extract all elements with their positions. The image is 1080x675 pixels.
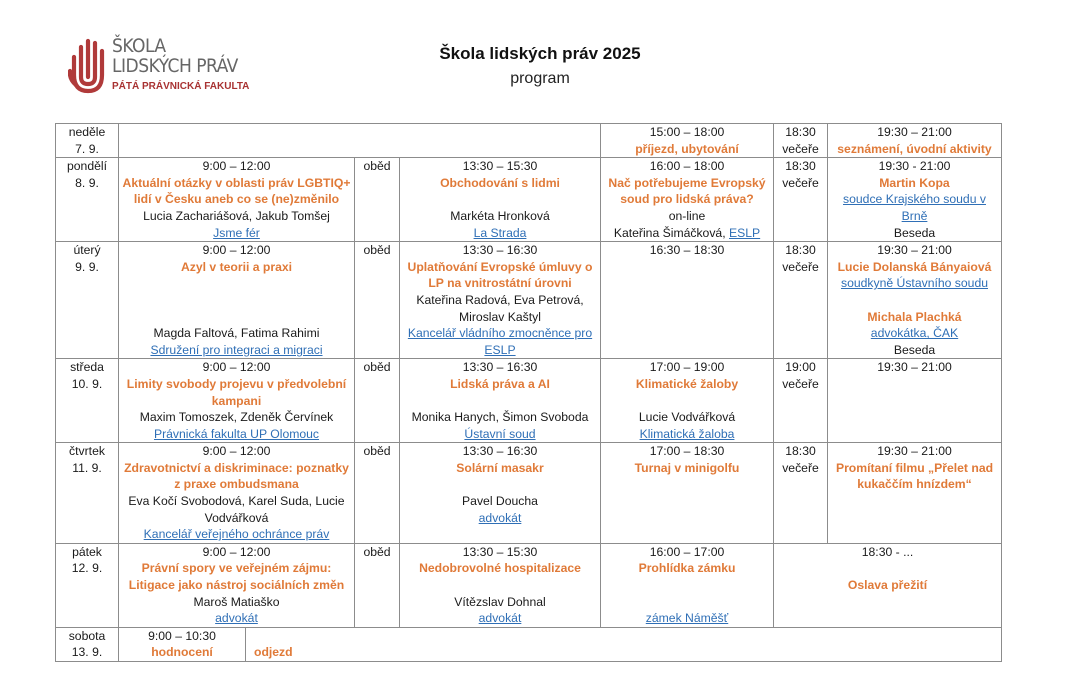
- session-title: Oslava přežití: [847, 578, 928, 593]
- time: 13:30 – 16:30: [462, 360, 538, 375]
- afternoon-cell: [601, 158, 774, 242]
- org-link[interactable]: advokát: [215, 611, 258, 626]
- session-title: Aktuální otázky v oblasti práv LGBTIQ+ lidí v Česku aneb co se (ne)změnilo: [122, 175, 351, 207]
- time: 18:30 - ...: [861, 544, 914, 559]
- afternoon-cell: [601, 124, 774, 158]
- session-note: Beseda: [893, 342, 936, 357]
- early-afternoon-cell: [400, 443, 601, 544]
- time: 9:00 – 10:30: [148, 628, 216, 643]
- day-cell: [56, 359, 119, 443]
- logo-line-1: ŠKOLA: [112, 35, 166, 57]
- evening-cell: [774, 543, 1002, 627]
- logo-line-2: LIDSKÝCH PRÁV: [112, 55, 238, 77]
- time: 16:00 – 18:00: [649, 159, 725, 174]
- session-title: Limity svobody projevu v předvolební kampani: [126, 376, 347, 408]
- session-title: seznámení, úvodní aktivity: [837, 141, 992, 156]
- afternoon-cell: [601, 359, 774, 443]
- time: 13:30 – 16:30: [462, 444, 538, 459]
- day-cell: [56, 627, 119, 661]
- table-row: [56, 242, 1002, 359]
- evening-cell: [828, 443, 1002, 544]
- dinner-label: večeře: [782, 175, 819, 190]
- dinner-cell: [774, 242, 828, 359]
- time: 9:00 – 12:00: [202, 444, 271, 459]
- time: 19:30 – 21:00: [877, 444, 952, 459]
- time: 15:00 – 18:00: [649, 125, 725, 139]
- org-link[interactable]: advokát: [478, 611, 522, 626]
- time: 13:30 – 15:30: [462, 159, 538, 174]
- time: 19:30 – 21:00: [877, 360, 952, 375]
- speaker-role-link[interactable]: soudce Krajského soudu v Brně: [843, 192, 986, 223]
- table-row: [56, 627, 1002, 661]
- morning-cell: [119, 443, 355, 544]
- time: 18:30: [785, 159, 816, 174]
- dinner-label: večeře: [782, 376, 819, 391]
- time: 17:00 – 19:00: [649, 360, 725, 375]
- dinner-cell: [774, 443, 828, 544]
- dinner-cell: [774, 124, 828, 158]
- table-row: [56, 359, 1002, 443]
- time: 18:30: [785, 125, 816, 139]
- time: 9:00 – 12:00: [202, 159, 271, 174]
- session-title: Lidská práva a AI: [450, 376, 550, 391]
- spacer: [402, 577, 598, 594]
- session-title: Turnaj v minigolfu: [634, 460, 740, 475]
- dinner-label: večeře: [782, 259, 819, 274]
- org-link[interactable]: La Strada: [473, 225, 527, 240]
- speakers: Pavel Doucha: [462, 494, 538, 509]
- time: 9:00 – 12:00: [202, 243, 271, 258]
- speaker-name: Michala Plachká: [867, 309, 962, 324]
- morning-cell: [119, 242, 355, 359]
- day-cell: [56, 543, 119, 627]
- session-note: Beseda: [893, 225, 936, 240]
- session-note: on-line: [668, 208, 706, 223]
- day-name: čtvrtek: [69, 444, 105, 459]
- spacer: [776, 560, 999, 577]
- page-subtitle: program: [510, 70, 570, 87]
- org-link[interactable]: Sdružení pro integraci a migraci: [150, 342, 323, 357]
- org-link[interactable]: Právnická fakulta UP Olomouc: [153, 426, 320, 441]
- time: 18:30: [785, 243, 816, 258]
- day-date: 11. 9.: [72, 460, 102, 475]
- day-name: pondělí: [67, 159, 107, 174]
- lunch-cell: oběd: [355, 242, 400, 359]
- time: 17:00 – 18:30: [649, 444, 725, 459]
- logo-line-3: PÁTÁ PRÁVNICKÁ FAKULTA: [112, 81, 250, 92]
- time: 19:30 - 21:00: [878, 159, 951, 174]
- day-date: 10. 9.: [71, 376, 103, 391]
- speakers: Eva Kočí Svobodová, Karel Suda, Lucie Vodvářková: [128, 494, 345, 525]
- time: 19:00: [785, 360, 816, 375]
- day-name: neděle: [68, 125, 106, 139]
- org-link[interactable]: Klimatická žaloba: [639, 426, 735, 441]
- evening-cell: [828, 359, 1002, 443]
- afternoon-cell: [601, 543, 774, 627]
- day-cell: [56, 242, 119, 359]
- time: 9:00 – 12:00: [202, 360, 271, 375]
- session-title: Nedobrovolné hospitalizace: [419, 561, 581, 576]
- early-afternoon-cell: [400, 543, 601, 627]
- spacer: [402, 191, 598, 208]
- afternoon-cell: [601, 443, 774, 544]
- speaker-name: Lucie Dolanská Bányaiová: [837, 259, 992, 274]
- time: 13:30 – 15:30: [462, 544, 538, 559]
- dinner-cell: [774, 359, 828, 443]
- speakers: Kateřina Šimáčková,: [613, 225, 726, 240]
- session-title: hodnocení: [151, 645, 213, 660]
- speakers: Monika Hanych, Šimon Svoboda: [411, 410, 589, 425]
- afternoon-cell: [601, 242, 774, 359]
- morning-cell: [119, 627, 246, 661]
- empty-cell: [119, 124, 601, 158]
- time: 18:30: [785, 444, 816, 459]
- page-title: Škola lidských práv 2025: [439, 44, 641, 63]
- time: 19:30 – 21:00: [877, 125, 952, 139]
- early-afternoon-cell: [400, 359, 601, 443]
- day-name: pátek: [72, 544, 102, 559]
- day-cell: [56, 443, 119, 544]
- program-table: [55, 123, 1002, 662]
- lunch-cell: oběd: [355, 359, 400, 443]
- spacer: [402, 393, 598, 410]
- org-link[interactable]: Ústavní soud: [464, 426, 536, 441]
- time: 13:30 – 16:30: [462, 243, 538, 258]
- day-date: 12. 9.: [71, 561, 103, 576]
- lunch-cell: oběd: [355, 443, 400, 544]
- lunch-cell: oběd: [355, 543, 400, 627]
- speakers: Maxim Tomoszek, Zdeněk Červínek: [139, 410, 334, 425]
- session-title: Obchodování s lidmi: [440, 175, 560, 190]
- early-afternoon-cell: [400, 158, 601, 242]
- departure-label: odjezd: [254, 645, 293, 660]
- lunch-cell: oběd: [355, 158, 400, 242]
- spacer: [603, 393, 771, 410]
- day-cell: [56, 158, 119, 242]
- org-link[interactable]: Kancelář vládního zmocněnce pro ESLP: [407, 326, 593, 357]
- speakers: Markéta Hronková: [450, 208, 550, 223]
- day-date: 13. 9.: [71, 645, 103, 660]
- table-row: [56, 124, 1002, 158]
- time: 16:30 – 18:30: [649, 243, 725, 258]
- session-title: Martin Kopa: [879, 175, 950, 190]
- early-afternoon-cell: [400, 242, 601, 359]
- speaker-role-link[interactable]: advokátka, ČAK: [870, 326, 959, 341]
- departure-cell: [246, 627, 1002, 661]
- day-date: 7. 9.: [75, 141, 99, 156]
- session-title: Klimatické žaloby: [635, 376, 739, 391]
- spacer: [254, 628, 999, 645]
- session-title: Uplatňování Evropské úmluvy o LP na vnitrostátní úrovni: [407, 259, 593, 291]
- venue-link[interactable]: zámek Náměšť: [645, 611, 729, 626]
- org-link[interactable]: Kancelář veřejného ochránce práv: [143, 527, 330, 542]
- day-date: 8. 9.: [75, 175, 99, 190]
- speakers: Lucie Vodvářková: [638, 410, 736, 425]
- speakers: Vítězslav Dohnal: [454, 594, 546, 609]
- spacer: [830, 292, 999, 309]
- dinner-cell: [774, 158, 828, 242]
- day-name: úterý: [73, 243, 101, 258]
- session-title: Zdravotnictví a diskriminace: poznatky z praxe ombudsmana: [124, 460, 349, 492]
- evening-cell: [828, 242, 1002, 359]
- spacer: [402, 476, 598, 493]
- org-link[interactable]: Jsme fér: [213, 225, 260, 240]
- org-link[interactable]: ESLP: [729, 225, 761, 240]
- dinner-label: večeře: [782, 460, 819, 475]
- morning-cell: [119, 543, 355, 627]
- org-link[interactable]: advokát: [478, 510, 522, 525]
- day-cell: [56, 124, 119, 158]
- speakers: Lucia Zachariášová, Jakub Tomšej: [143, 208, 330, 223]
- speakers: Maroš Matiaško: [193, 594, 280, 609]
- time: 9:00 – 12:00: [202, 544, 271, 559]
- time: 19:30 – 21:00: [877, 243, 952, 258]
- session-title: Právní spory ve veřejném zájmu: Litigace jako nástroj sociálních změn: [128, 561, 345, 593]
- day-name: středa: [70, 360, 104, 375]
- table-row: [56, 543, 1002, 627]
- speakers: Magda Faltová, Fatima Rahimi: [153, 326, 320, 341]
- morning-cell: [119, 359, 355, 443]
- speaker-role-link[interactable]: soudkyně Ústavního soudu: [840, 276, 989, 291]
- time: 16:00 – 17:00: [649, 544, 725, 559]
- session-title: Solární masakr: [456, 460, 544, 475]
- dinner-label: večeře: [782, 141, 819, 156]
- session-title: Nač potřebujeme Evropský soud pro lidská práva?: [608, 175, 766, 207]
- morning-cell: [119, 158, 355, 242]
- session-title: příjezd, ubytování: [635, 141, 739, 156]
- session-title: Azyl v teorii a praxi: [180, 259, 293, 274]
- evening-cell: [828, 158, 1002, 242]
- evening-cell: [828, 124, 1002, 158]
- session-title: Promítaní filmu „Přelet nad kukaččím hnízdem“: [835, 460, 994, 492]
- day-date: 9. 9.: [75, 259, 99, 274]
- day-name: sobota: [68, 628, 106, 643]
- speakers: Kateřina Radová, Eva Petrová, Miroslav Kaštyl: [416, 292, 584, 324]
- table-row: [56, 443, 1002, 544]
- spacer: [121, 275, 352, 325]
- spacer: [603, 577, 771, 610]
- session-title: Prohlídka zámku: [638, 561, 736, 576]
- table-row: [56, 158, 1002, 242]
